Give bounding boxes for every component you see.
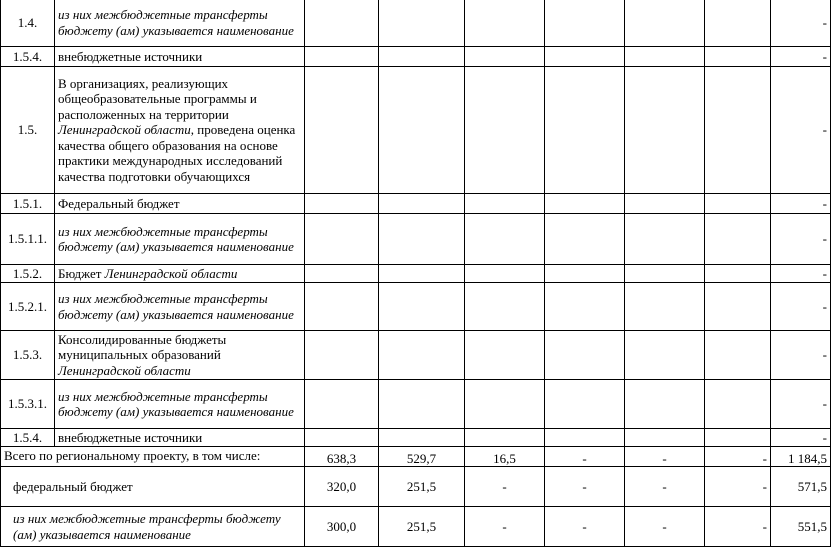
row-number: 1.5.4. [1,429,55,447]
total-value: - [545,507,625,547]
total-value: 251,5 [379,507,465,547]
totals-row [1,507,831,547]
row-name: из них межбюджетные трансферты бюджету (ам) указывается наименование [55,0,305,47]
table-row [1,214,831,265]
total-value: 529,7 [379,447,465,467]
row-total: - [771,380,831,429]
row-number: 1.5.4. [1,47,55,67]
total-value: 551,5 [771,507,831,547]
total-value: - [625,447,705,467]
row-total: - [771,194,831,214]
total-value: - [705,467,771,507]
row-total: - [771,331,831,380]
table-row [1,380,831,429]
row-name: из них межбюджетные трансферты бюджету (ам) указывается наименование [55,283,305,331]
table-row [1,47,831,67]
row-name: из них межбюджетные трансферты бюджету (ам) указывается наименование [55,380,305,429]
row-name: внебюджетные источники [55,429,305,447]
total-value: 16,5 [465,447,545,467]
row-number: 1.5.1. [1,194,55,214]
row-name: Бюджет Ленинградской области [55,265,305,283]
total-value: - [625,467,705,507]
row-name: Консолидированные бюджеты муниципальных образований Ленинградской области [55,331,305,380]
row-number: 1.5.2. [1,265,55,283]
total-value: 251,5 [379,467,465,507]
table-row [1,194,831,214]
row-name: В организациях, реализующих общеобразовательные программы и расположенных на территории Ленинградской области, проведена оценка качества общего образования на основе практики международных исследований качества подготовки обучающихся [55,67,305,194]
row-total: - [771,67,831,194]
table-row [1,283,831,331]
row-name: из них межбюджетные трансферты бюджету (ам) указывается наименование [55,214,305,265]
row-total: - [771,283,831,331]
totals-label: из них межбюджетные трансферты бюджету (ам) указывается наименование [1,507,305,547]
table-row [1,331,831,380]
row-total: - [771,214,831,265]
table-row [1,67,831,194]
row-total: - [771,265,831,283]
total-value: - [705,507,771,547]
total-value: - [625,507,705,547]
table-row [1,265,831,283]
totals-row [1,447,831,467]
row-total: - [771,429,831,447]
row-name: Федеральный бюджет [55,194,305,214]
table-row [1,0,831,47]
total-value: 638,3 [305,447,379,467]
total-value: - [465,467,545,507]
row-number: 1.5.3.1. [1,380,55,429]
total-value: - [545,447,625,467]
total-value: - [545,467,625,507]
total-value: 1 184,5 [771,447,831,467]
row-number: 1.4. [1,0,55,47]
total-value: 571,5 [771,467,831,507]
table-row [1,429,831,447]
row-number: 1.5.2.1. [1,283,55,331]
totals-label: Всего по региональному проекту, в том числе: [1,447,305,467]
row-number: 1.5. [1,67,55,194]
total-value: - [705,447,771,467]
row-total: - [771,0,831,47]
total-value: 300,0 [305,507,379,547]
total-value: - [465,507,545,547]
row-number: 1.5.1.1. [1,214,55,265]
totals-row [1,467,831,507]
total-value: 320,0 [305,467,379,507]
row-number: 1.5.3. [1,331,55,380]
totals-label: федеральный бюджет [1,467,305,507]
row-name: внебюджетные источники [55,47,305,67]
row-total: - [771,47,831,67]
